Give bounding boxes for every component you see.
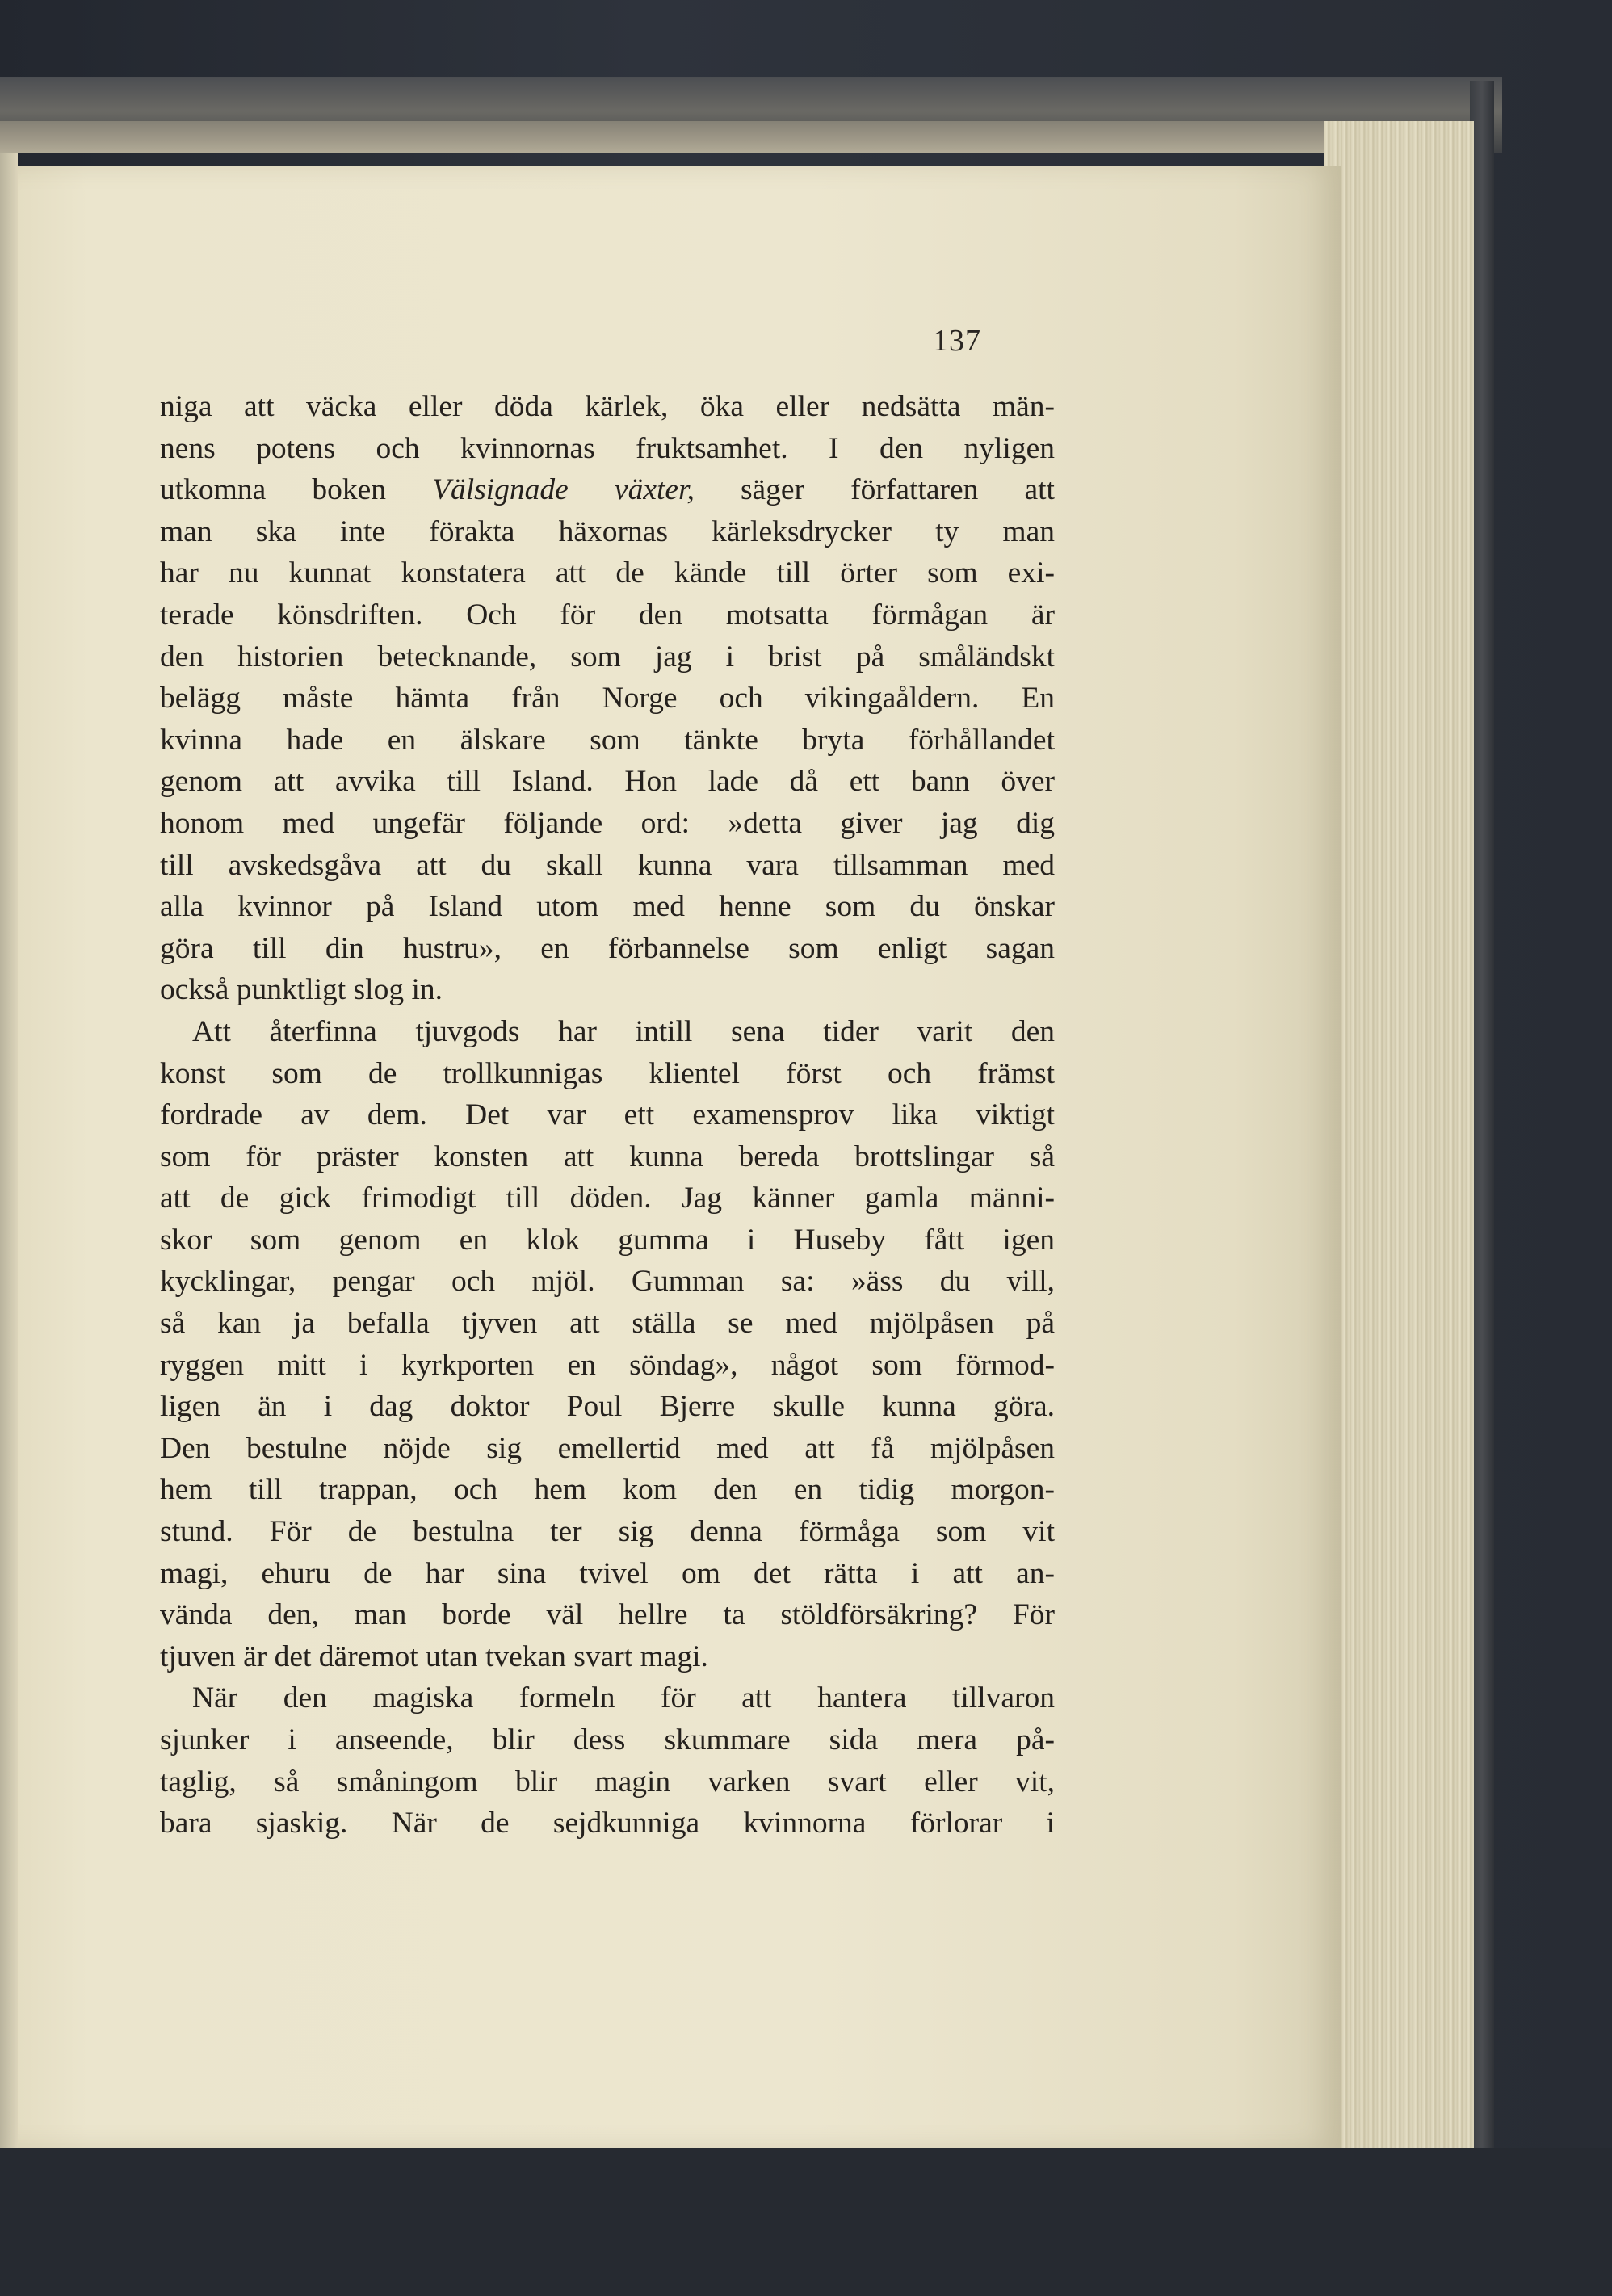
text-line: taglig, så småningom blir magin varken svart eller vit, <box>160 1765 1055 1799</box>
text-line <box>160 469 1055 511</box>
text-line: skor som genom en klok gumma i Huseby fått igen <box>160 1223 1055 1257</box>
text-line: Den bestulne nöjde sig emellertid med att få mjölpåsen <box>160 1431 1055 1465</box>
text-line: har nu kunnat konstatera att de kände till örter som exi- <box>160 556 1055 590</box>
text-line: att de gick frimodigt till döden. Jag känner gamla männi- <box>160 1182 1055 1215</box>
text-line: alla kvinnor på Island utom med henne som du önskar <box>160 890 1055 924</box>
page-left-edge <box>0 153 18 2148</box>
page-block-edges <box>1324 121 1474 2148</box>
text-line: man ska inte förakta häxornas kärleksdrycker ty man <box>160 514 1055 548</box>
book-title: Välsignade växter, <box>432 473 695 507</box>
text-line: sjunker i anseende, blir dess skummare sida mera på- <box>160 1723 1055 1757</box>
text-line: genom att avvika till Island. Hon lade då ett bann över <box>160 765 1055 799</box>
text-line: tjuven är det däremot utan tvekan svart magi. <box>160 1639 708 1673</box>
text-line: stund. För de bestulna ter sig denna förmåga som vit <box>160 1515 1055 1549</box>
text-line: niga att väcka eller döda kärlek, öka eller nedsätta män- <box>160 390 1055 423</box>
text-line: honom med ungefär följande ord: »detta giver jag dig <box>160 806 1055 840</box>
text-line: När den magiska formeln för att hantera tillvaron <box>192 1681 1055 1715</box>
text-line: vända den, man borde väl hellre ta stöldförsäkring? För <box>160 1598 1055 1632</box>
text-line: också punktligt slog in. <box>160 973 443 1007</box>
text-line: till avskedsgåva att du skall kunna vara tillsamman med <box>160 848 1055 882</box>
body-text <box>160 386 1055 1845</box>
text-line: ryggen mitt i kyrkporten en söndag», något som förmod- <box>160 1348 1055 1382</box>
text-line: den historien betecknande, som jag i brist på småländskt <box>160 640 1055 674</box>
text-span: utkomna boken <box>160 473 433 507</box>
text-line: terade könsdriften. Och för den motsatta förmågan är <box>160 598 1055 632</box>
scan-bottom-background <box>0 2148 1612 2296</box>
text-line: belägg måste hämta från Norge och vikingaåldern. En <box>160 682 1055 716</box>
text-line: magi, ehuru de har sina tvivel om det rätta i att an- <box>160 1556 1055 1590</box>
text-line: Att återfinna tjuvgods har intill sena tider varit den <box>192 1014 1055 1048</box>
text-line: så kan ja befalla tjyven att ställa se med mjölpåsen på <box>160 1307 1055 1341</box>
text-line: fordrade av dem. Det var ett examensprov lika viktigt <box>160 1098 1055 1132</box>
text-line: som för präster konsten att kunna bereda brottslingar så <box>160 1140 1055 1173</box>
text-line: göra till din hustru», en förbannelse som enligt sagan <box>160 931 1055 965</box>
text-line: hem till trappan, och hem kom den en tidig morgon- <box>160 1473 1055 1507</box>
text-line: kycklingar, pengar och mjöl. Gumman sa: »äss du vill, <box>160 1265 1055 1299</box>
text-line: bara sjaskig. När de sejdkunniga kvinnorna förlorar i <box>160 1807 1055 1841</box>
text-line: ligen än i dag doktor Poul Bjerre skulle kunna göra. <box>160 1390 1055 1424</box>
text-line: nens potens och kvinnornas fruktsamhet. I den nyligen <box>160 431 1055 465</box>
text-line: konst som de trollkunnigas klientel först och främst <box>160 1056 1055 1090</box>
book-top-edge <box>0 121 1454 153</box>
page-number: 137 <box>933 324 981 358</box>
text-span: säger författaren att <box>694 473 1055 507</box>
text-line: kvinna hade en älskare som tänkte bryta förhållandet <box>160 723 1055 757</box>
